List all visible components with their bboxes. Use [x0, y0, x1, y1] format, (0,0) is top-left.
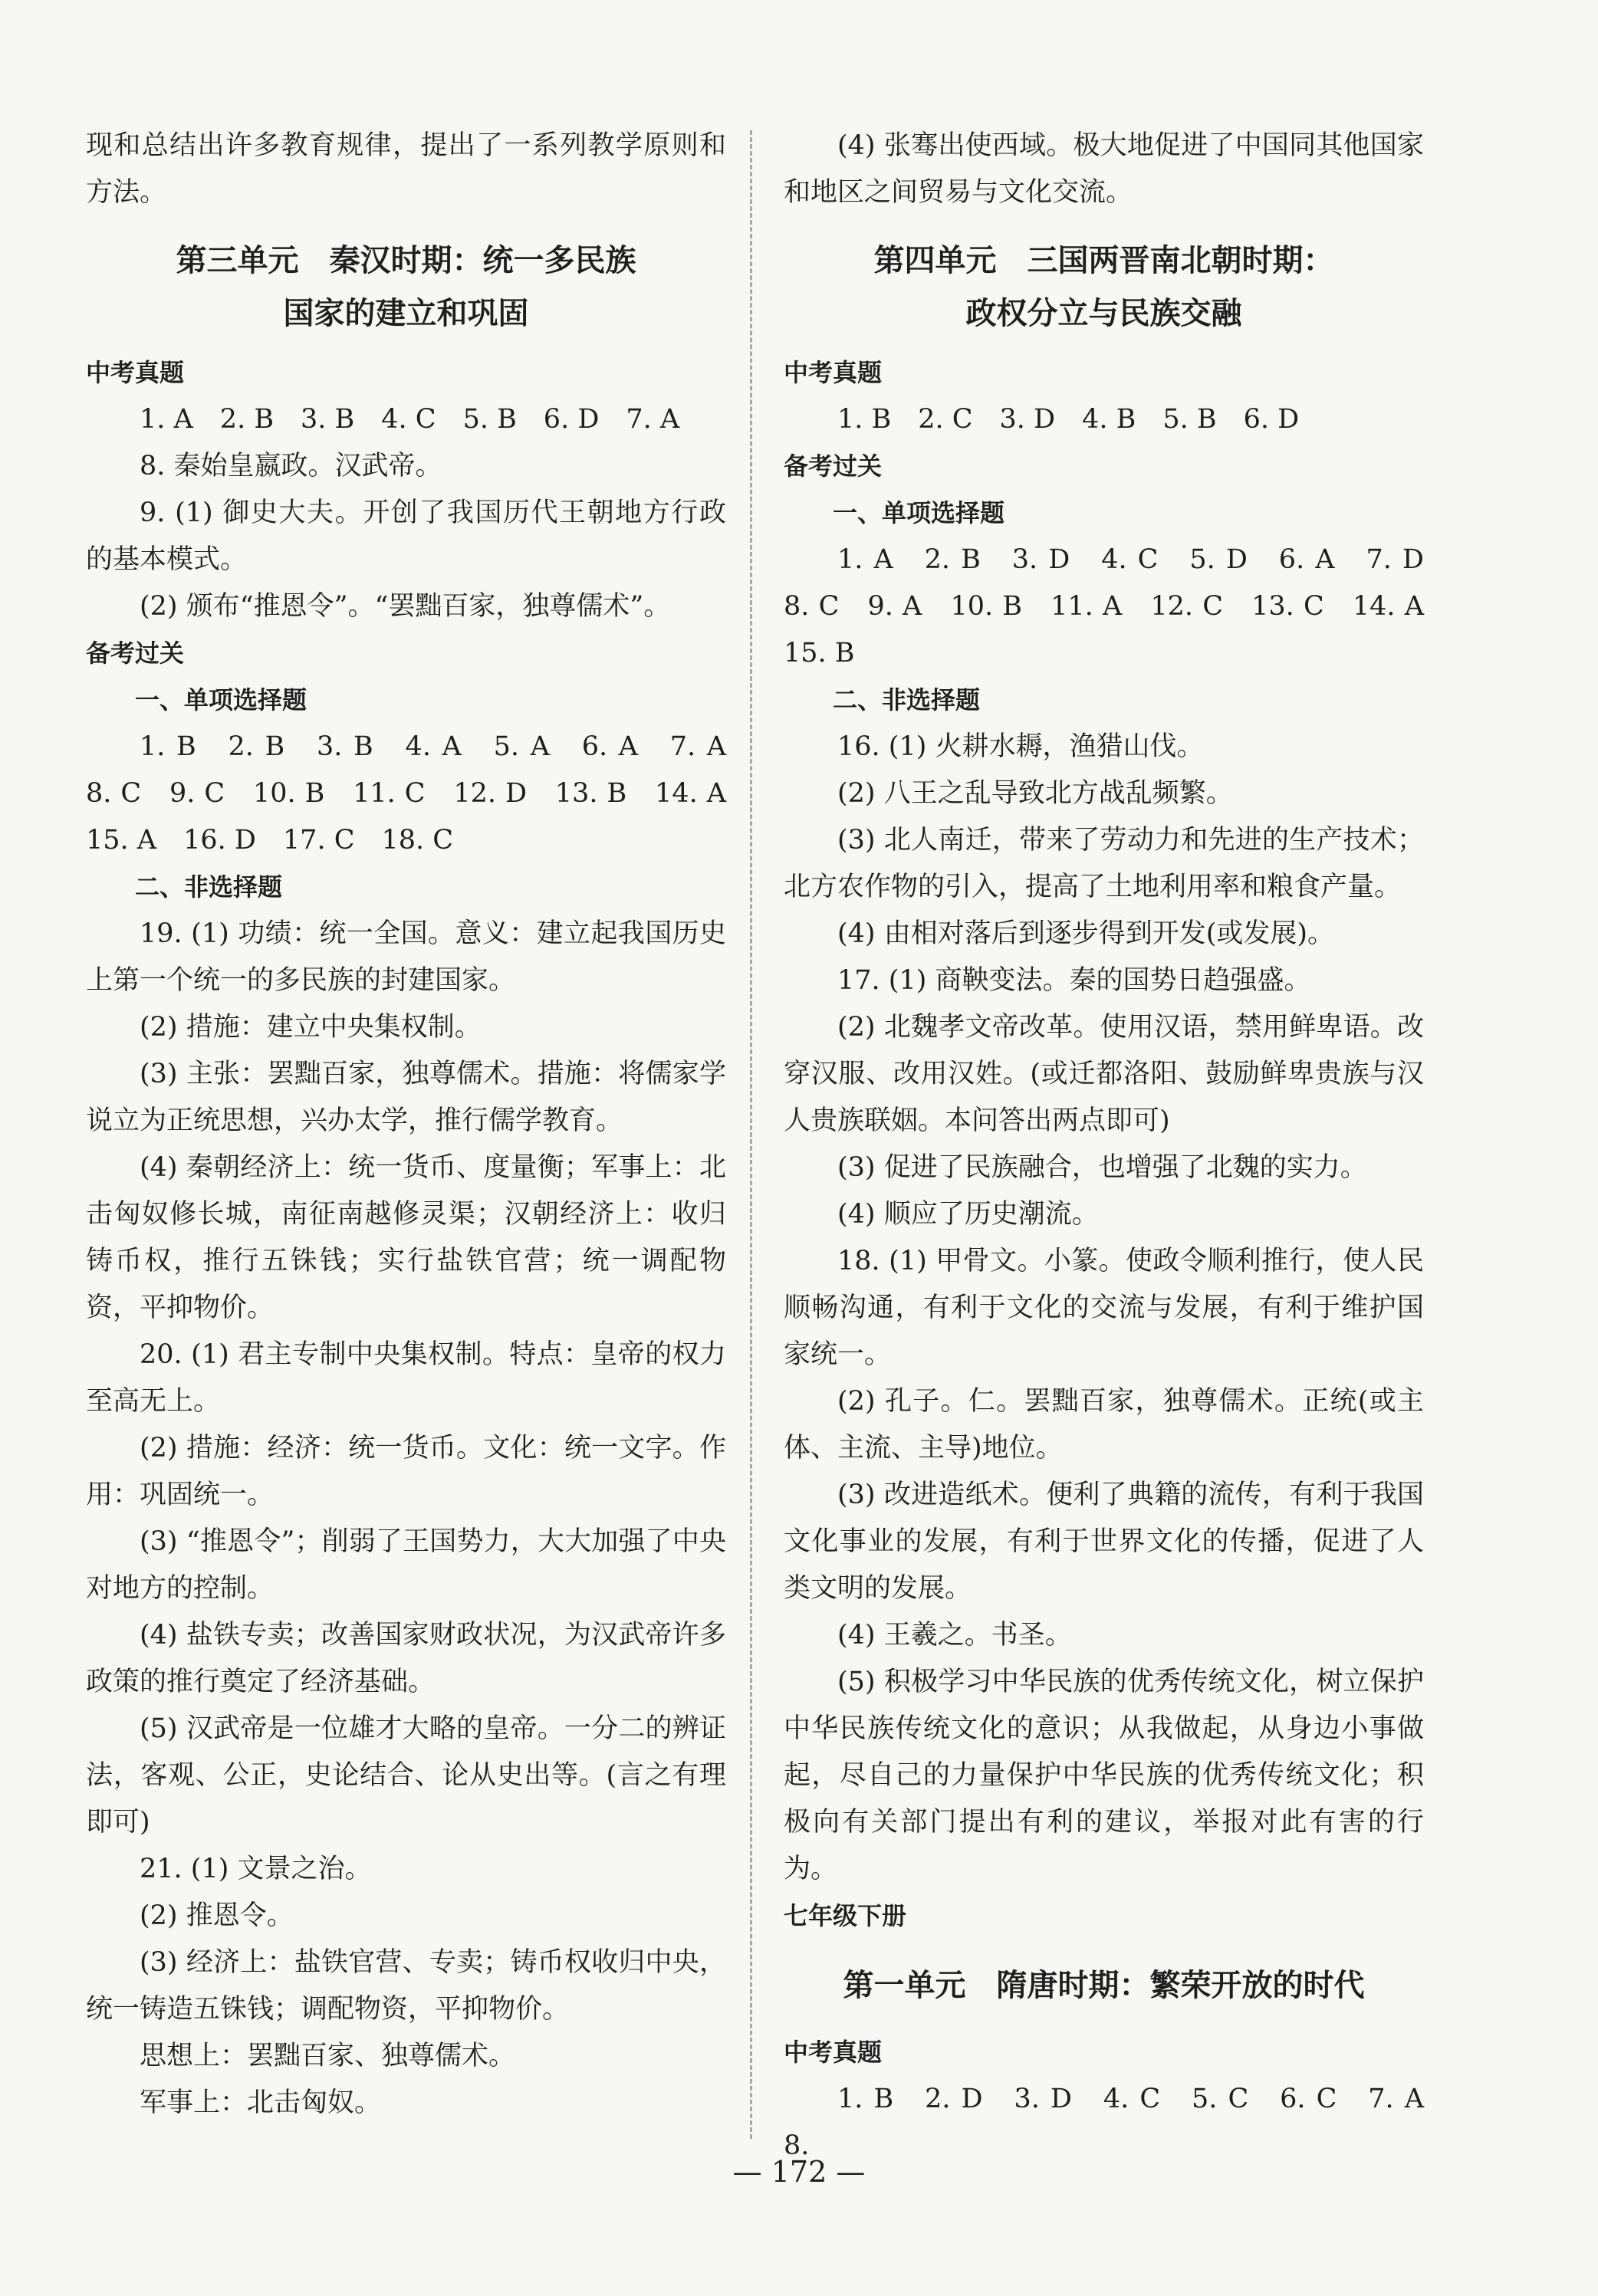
section-heading: 一、单项选择题: [833, 498, 1005, 527]
answer-line: 1. B 2. C 3. D 4. B 5. B 6. D: [837, 404, 1300, 435]
section-heading: 中考真题: [784, 358, 883, 387]
answer-line: (2) 推恩令。: [140, 1900, 294, 1931]
left-column: [86, 123, 754, 2127]
answer-line: 17. (1) 商鞅变法。秦的国势日趋强盛。: [837, 965, 1311, 996]
answer-line: (4) 秦朝经济上：统一货币、度量衡；军事上：北击匈奴修长城，南征南越修灵渠；汉朝经济上：收归铸币权，推行五铢钱；实行盐铁官营；统一调配物资，平抑物价。: [86, 1152, 726, 1323]
answer-line: (4) 王羲之。书圣。: [837, 1620, 1072, 1651]
unit-heading: 第四单元 三国两晋南北朝时期：: [873, 243, 1334, 278]
answer-line: 18. (1) 甲骨文。小篆。使政令顺利推行，使人民顺畅沟通，有利于文化的交流与发展，有利于维护国家统一。: [784, 1246, 1424, 1370]
section-heading: 中考真题: [784, 2038, 883, 2067]
answer-line: (4) 顺应了历史潮流。: [837, 1199, 1099, 1230]
answer-line: (3) 经济上：盐铁官营、专卖；铸币权收归中央，统一铸造五铢钱；调配物资，平抑物价。: [86, 1947, 726, 2025]
answer-line: (2) 北魏孝文帝改革。使用汉语，禁用鲜卑语。改穿汉服、改用汉姓。(或迁都洛阳、鼓励鲜卑贵族与汉人贵族联姻。本问答出两点即可): [784, 1012, 1424, 1136]
section-heading: 备考过关: [86, 639, 185, 668]
answer-line: 军事上：北击匈奴。: [140, 2087, 382, 2118]
answer-line: (4) 盐铁专卖；改善国家财政状况，为汉武帝许多政策的推行奠定了经济基础。: [86, 1620, 726, 1697]
section-heading: 二、非选择题: [135, 872, 283, 902]
answer-line: 21. (1) 文景之治。: [140, 1854, 372, 1884]
unit-heading: 国家的建立和巩固: [283, 296, 529, 331]
answer-line: 思想上：罢黜百家、独尊儒术。: [140, 2041, 516, 2071]
section-heading: 七年级下册: [784, 1901, 907, 1930]
unit-heading: 政权分立与民族交融: [965, 296, 1242, 331]
answer-line: 9. (1) 御史大夫。开创了我国历代王朝地方行政的基本模式。: [86, 498, 726, 575]
answer-line: 1. A 2. B 3. D 4. C 5. D 6. A 7. D 8. C 9. A 10. B 11. A 12. C 13. C 14. A 15. B: [784, 544, 1452, 668]
answer-line: (2) 八王之乱导致北方战乱频繁。: [837, 778, 1233, 809]
answer-line: 8. 秦始皇嬴政。汉武帝。: [140, 451, 442, 481]
answer-line: (3) 促进了民族融合，也增强了北魏的实力。: [837, 1152, 1367, 1183]
answer-line: (3) 北人南迁，带来了劳动力和先进的生产技术；北方农作物的引入，提高了土地利用率和粮食产量。: [784, 825, 1424, 902]
column-divider: [750, 130, 752, 2139]
section-heading: 备考过关: [784, 452, 883, 481]
section-heading: 中考真题: [86, 358, 185, 387]
answer-line: 20. (1) 君主专制中央集权制。特点：皇帝的权力至高无上。: [86, 1339, 726, 1417]
answer-line: (5) 积极学习中华民族的优秀传统文化，树立保护中华民族传统文化的意识；从我做起，从身边小事做起，尽自己的力量保护中华民族的优秀传统文化；积极向有关部门提出有利的建议，举报对此有害的行为。: [784, 1667, 1424, 1884]
answer-line: 1. B 2. D 3. D 4. C 5. C 6. C 7. A 8.: [784, 2084, 1452, 2161]
unit-heading: 第一单元 隋唐时期：繁荣开放的时代: [843, 1968, 1365, 2003]
answer-line: (3) “推恩令”；削弱了王国势力，大大加强了中央对地方的控制。: [86, 1526, 726, 1604]
section-heading: 二、非选择题: [833, 685, 981, 714]
answer-line: 16. (1) 火耕水耨，渔猎山伐。: [837, 731, 1204, 762]
answer-line: (2) 颁布“推恩令”。“罢黜百家，独尊儒术”。: [140, 591, 671, 622]
answer-line: (4) 由相对落后到逐步得到开发(或发展)。: [837, 918, 1335, 949]
right-column: [784, 123, 1452, 2170]
answer-line: 19. (1) 功绩：统一全国。意义：建立起我国历史上第一个统一的多民族的封建国家。: [86, 918, 726, 996]
answer-line: 现和总结出许多教育规律，提出了一系列教学原则和方法。: [86, 130, 726, 208]
answer-line: (2) 措施：经济：统一货币。文化：统一文字。作用：巩固统一。: [86, 1433, 726, 1510]
answer-line: (2) 孔子。仁。罢黜百家，独尊儒术。正统(或主体、主流、主导)地位。: [784, 1386, 1424, 1463]
answer-line: 1. A 2. B 3. B 4. C 5. B 6. D 7. A: [140, 404, 680, 435]
section-heading: 一、单项选择题: [135, 685, 307, 714]
answer-line: (3) 改进造纸术。便利了典籍的流传，有利于我国文化事业的发展，有利于世界文化的传播，促进了人类文明的发展。: [784, 1480, 1424, 1604]
answer-line: (2) 措施：建立中央集权制。: [140, 1012, 482, 1043]
answer-line: (5) 汉武帝是一位雄才大略的皇帝。一分二的辨证法，客观、公正，史论结合、论从史出等。(言之有理即可): [86, 1713, 726, 1838]
answer-line: 1. B 2. B 3. B 4. A 5. A 6. A 7. A 8. C 9. C 10. B 11. C 12. D 13. B 14. A 15. A 16. D 17. C 18. C: [86, 731, 754, 856]
page-number: — 172 —: [732, 2155, 866, 2189]
answer-line: (3) 主张：罢黜百家，独尊儒术。措施：将儒家学说立为正统思想，兴办太学，推行儒学教育。: [86, 1059, 726, 1136]
unit-heading: 第三单元 秦汉时期：统一多民族: [176, 243, 636, 278]
answer-line: (4) 张骞出使西域。极大地促进了中国同其他国家和地区之间贸易与文化交流。: [784, 130, 1424, 208]
